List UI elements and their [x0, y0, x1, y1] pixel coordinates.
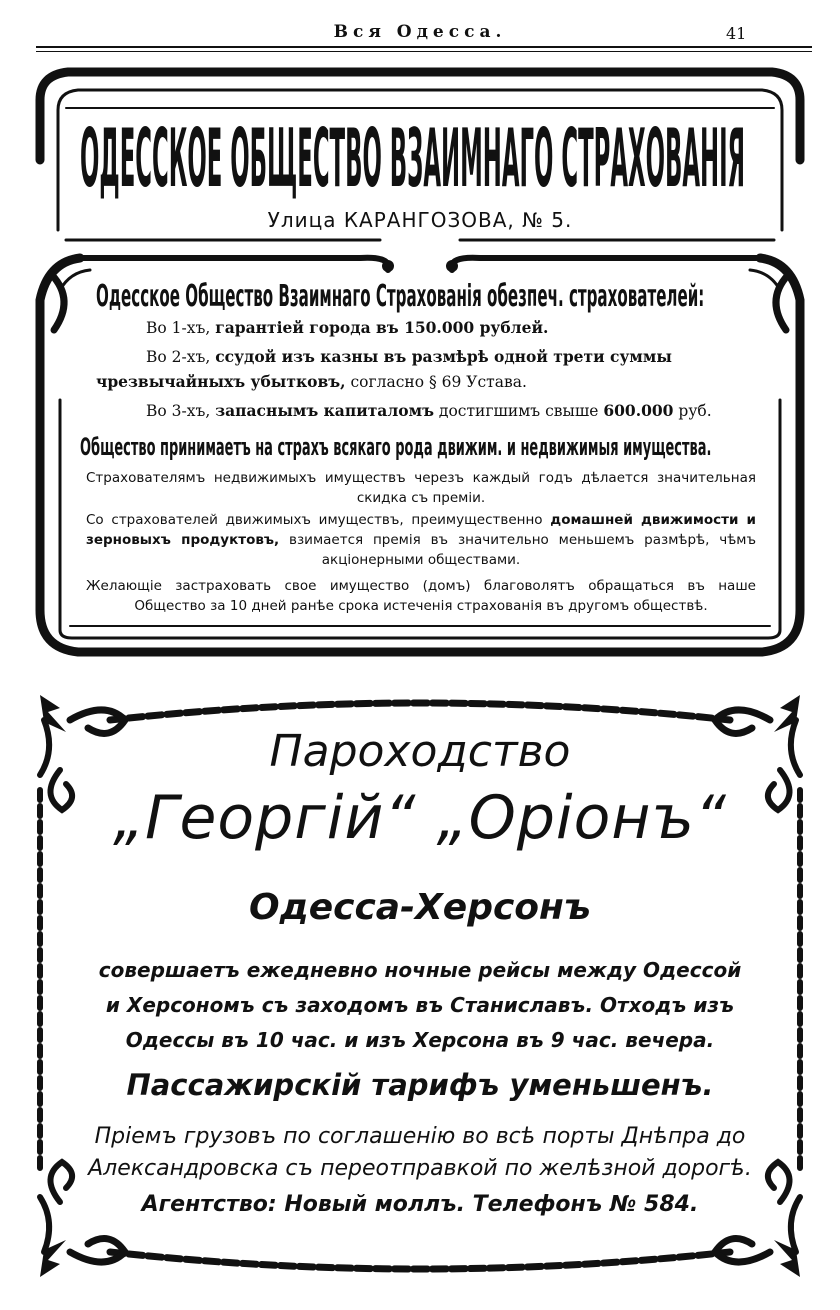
steamship-names: „Георгій“ „Оріонъ“ — [112, 783, 728, 853]
guarantee-3 — [146, 400, 712, 422]
guarantee-3-prefix: Во 3-хъ, — [146, 402, 211, 420]
guarantee-2-cont — [96, 371, 527, 393]
movables-note-a: Со страхователей движимыхъ имуществъ, преимущественно — [86, 512, 543, 528]
insurance-address: Улица КАРАНГОЗОВА, № 5. — [267, 208, 573, 232]
guarantee-1-prefix: Во 1-хъ, — [146, 319, 211, 337]
steamship-route: Одесса-Херсонъ — [249, 887, 591, 928]
tariff-note: Пассажирскій тарифъ уменьшенъ. — [126, 1068, 714, 1102]
guarantee-3-text-a: запаснымъ капиталомъ — [215, 401, 434, 420]
schedule-line-1: совершаетъ ежедневно ночные рейсы между Одессой — [98, 958, 742, 982]
page-number: 41 — [726, 24, 747, 43]
guarantee-2-text-a: ссудой изъ казны въ размѣрѣ одной трети суммы — [215, 347, 672, 366]
guarantee-3-text-c: 600.000 — [603, 401, 674, 420]
header-rule-thin — [36, 51, 812, 52]
steamship-company: Пароходство — [269, 726, 571, 777]
cargo-line-2: Александровска съ переотправкой по желѣзной дорогѣ. — [88, 1156, 752, 1181]
guarantee-3-text-b: достигшимъ свыше — [438, 402, 599, 420]
running-head-title: Вся Одесса. — [333, 22, 507, 42]
discount-note: Страхователямъ недвижимыхъ имуществъ черезъ каждый годъ дѣлается значительная скидка съ преміи. — [86, 470, 756, 506]
cargo-line-1: Пріемъ грузовъ по соглашенію во всѣ порты Днѣпра до — [94, 1124, 746, 1149]
schedule-line-2: и Херсономъ съ заходомъ въ Станиславъ. Отходъ изъ — [105, 993, 735, 1017]
movables-note-c: взимается премія въ значительно меньшемъ размѣрѣ, чѣмъ акціонерными обществами. — [289, 532, 756, 568]
guarantee-1 — [146, 317, 548, 339]
guarantee-2 — [146, 346, 756, 368]
agency-line: Агентство: Новый моллъ. Телефонъ № 584. — [141, 1192, 699, 1217]
application-note: Желающіе застраховать свое имущество (домъ) благоволятъ обращаться въ наше Общество за 10 дней ранѣе срока истеченія страхованія въ другомъ обществѣ. — [86, 578, 756, 614]
property-heading: Общество принимаетъ на страхъ всякаго рода движим. и недвижимыя имущества. — [80, 433, 712, 461]
movables-note — [86, 510, 756, 570]
guarantee-2-text-b: чрезвычайныхъ убытковъ, — [96, 372, 346, 391]
insurance-title: ОДЕССКОЕ ОБЩЕСТВО ВЗАИМНАГО СТРАХОВАНІЯ — [80, 112, 746, 205]
running-head — [0, 18, 840, 48]
guarantee-2-prefix: Во 2-хъ, — [146, 348, 211, 366]
schedule-line-3: Одессы въ 10 час. и изъ Херсона въ 9 час. вечера. — [125, 1028, 715, 1052]
movables-note-b: домашней движимости и зерновыхъ продуктовъ, — [86, 512, 756, 548]
guarantee-3-text-d: руб. — [678, 402, 712, 420]
guarantee-1-text: гарантіей города въ 150.000 рублей. — [215, 318, 549, 337]
header-rule-thick — [36, 46, 812, 48]
guarantee-2-text-c: согласно § 69 Устава. — [350, 373, 527, 391]
guarantee-heading: Одесское Общество Взаимнаго Страхованія обезпеч. страхователей: — [96, 279, 705, 314]
